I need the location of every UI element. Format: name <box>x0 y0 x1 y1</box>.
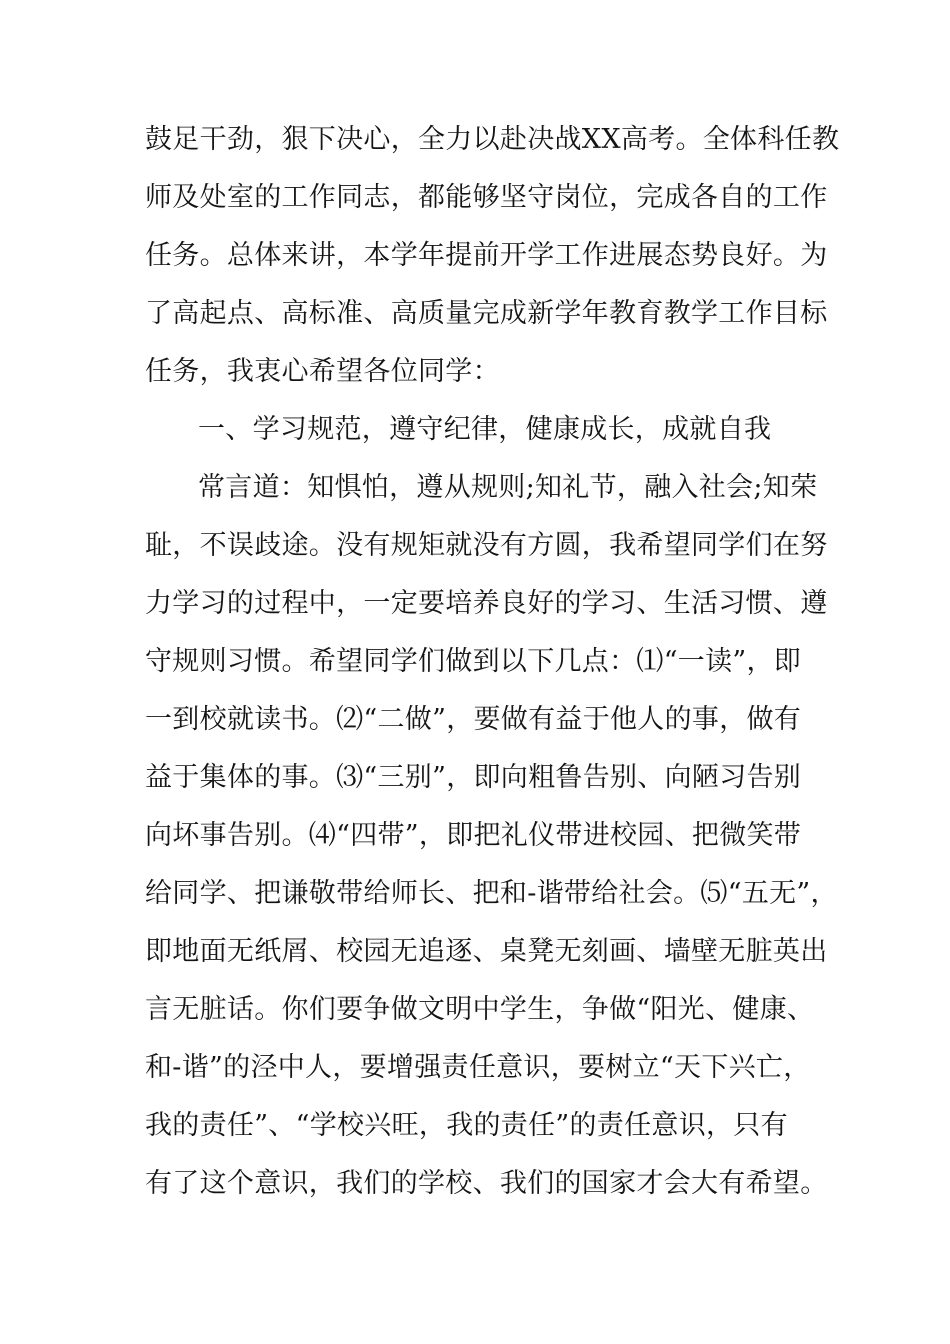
section-heading: 一、学习规范，遵守纪律，健康成长，成就自我 <box>198 414 772 445</box>
text-line: 任务，我衷心希望各位同学： <box>145 356 500 387</box>
text-line: 益于集体的事。⑶“三别”，即向粗鲁告别、向陋习告别 <box>145 762 802 793</box>
text-line: 鼓足干劲，狠下决心，全力以赴决战XX高考。全体科任教 <box>145 124 840 155</box>
text-line: 言无脏话。你们要争做文明中学生，争做“阳光、健康、 <box>145 994 815 1025</box>
text-line: 和-谐”的泾中人，要增强责任意识，要树立“天下兴亡， <box>145 1052 811 1083</box>
text-line: 师及处室的工作同志，都能够坚守岗位，完成各自的工作 <box>145 182 828 213</box>
text-line: 了高起点、高标准、高质量完成新学年教育教学工作目标 <box>145 298 828 329</box>
text-line: 任务。总体来讲，本学年提前开学工作进展态势良好。为 <box>145 240 828 271</box>
text-line: 力学习的过程中，一定要培养良好的学习、生活习惯、遵 <box>145 588 828 619</box>
text-line: 我的责任”、“学校兴旺，我的责任”的责任意识，只有 <box>145 1110 788 1141</box>
text-line: 即地面无纸屑、校园无追逐、桌凳无刻画、墙壁无脏英出 <box>145 936 828 967</box>
text-line: 向坏事告别。⑷“四带”，即把礼仪带进校园、把微笑带 <box>145 820 802 851</box>
paragraph-start: 常言道：知惧怕，遵从规则;知礼节，融入社会;知荣 <box>198 472 818 503</box>
text-line: 给同学、把谦敬带给师长、把和-谐带给社会。⑸“五无”， <box>145 878 838 909</box>
text-line: 耻，不误歧途。没有规矩就没有方圆，我希望同学们在努 <box>145 530 828 561</box>
text-line: 有了这个意识，我们的学校、我们的国家才会大有希望。 <box>145 1168 828 1199</box>
text-line: 一到校就读书。⑵“二做”，要做有益于他人的事，做有 <box>145 704 802 735</box>
text-line: 守规则习惯。希望同学们做到以下几点：⑴“一读”，即 <box>145 646 802 677</box>
